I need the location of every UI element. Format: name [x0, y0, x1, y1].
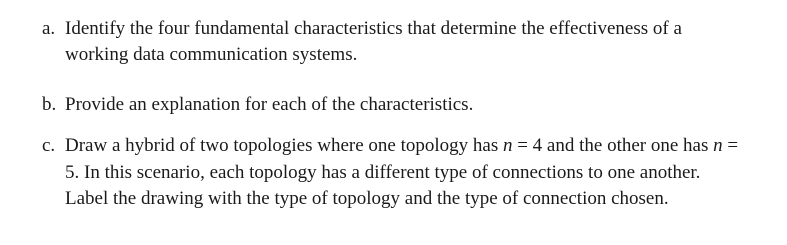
item-text-c-part1: Draw a hybrid of two topologies where one topology has	[65, 135, 503, 156]
item-text-c-part3: = 5. In this scenario, each topology has a different type of connections to one another. Label the drawing with the type of topology and the type of connection chosen.	[65, 135, 739, 209]
item-text-c	[65, 133, 747, 213]
variable-n-1: n	[502, 135, 513, 156]
item-marker-c: c.	[42, 135, 56, 156]
item-marker-b: b.	[42, 94, 57, 115]
question-item-b	[42, 92, 747, 118]
item-text-c-part2: = 4 and the other one has	[512, 135, 714, 156]
question-item-a	[42, 16, 747, 68]
item-text-a: Identify the four fundamental characteristics that determine the effectiveness of a working data communication systems.	[65, 18, 682, 65]
question-item-c	[42, 133, 747, 213]
variable-n-2: n	[713, 135, 723, 156]
item-text-b: Provide an explanation for each of the characteristics.	[65, 94, 474, 115]
item-marker-a: a.	[42, 18, 56, 39]
